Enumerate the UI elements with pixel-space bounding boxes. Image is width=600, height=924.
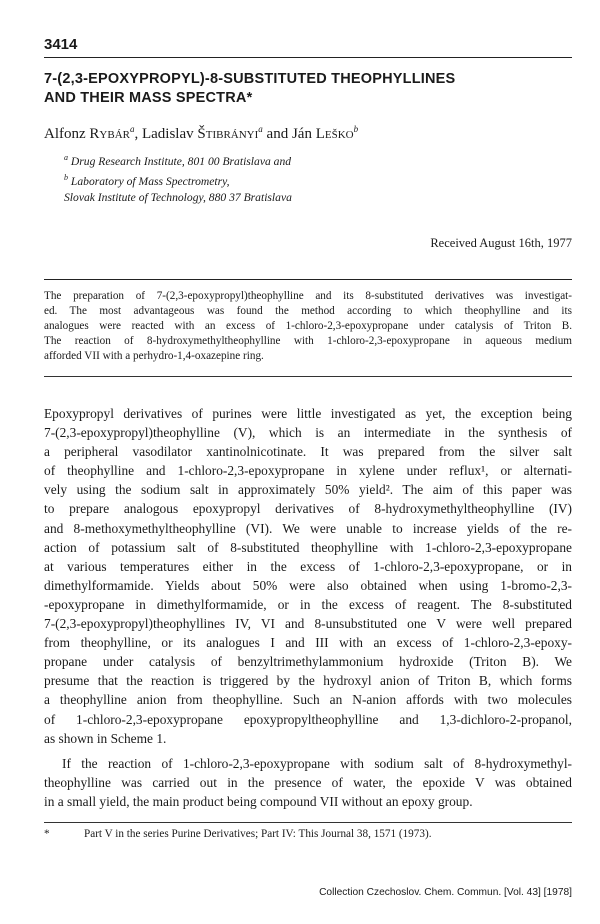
journal-footer: Collection Czechoslov. Chem. Commun. [Vol. 43] [1978] [319, 887, 572, 898]
title-line: AND THEIR MASS SPECTRA* [44, 90, 253, 106]
author-separator: , Ladislav [134, 126, 198, 142]
affiliation-text: Laboratory of Mass Spectrometry, [68, 174, 230, 188]
abstract-rule-top [44, 279, 572, 280]
affiliation-text: Slovak Institute of Technology, 880 37 Bratislava [64, 190, 292, 204]
footnote-text: Part V in the series Purine Derivatives; Part IV: This Journal 38, 1571 (1973). [84, 828, 432, 840]
affiliation-mark: a [129, 124, 135, 134]
author-surname: Štibrányi [197, 126, 259, 142]
page-number: 3414 [44, 36, 78, 53]
received-date: Received August 16th, 1977 [430, 236, 572, 250]
author-surname: Rybár [89, 126, 130, 142]
body-line: vely using the sodium salt in approximately 50% yield². The aim of this paper was [44, 482, 572, 498]
body-text [44, 404, 572, 811]
abstract [44, 289, 572, 364]
body-line: to prepare analogous epoxypropyl derivatives of 8-hydroxymethyltheophylline (IV) [44, 501, 572, 517]
affiliation-mark: a [258, 124, 263, 134]
body-line: theophylline was carried out in the presence of water, the epoxide V was obtained [44, 774, 572, 790]
title-line: 7-(2,3-EPOXYPROPYL)-8-SUBSTITUTED THEOPHYLLINES [44, 71, 456, 87]
body-line: 7-(2,3-epoxypropyl)theophylline (V), which is an intermediate in the synthesis of [44, 425, 572, 441]
abstract-line: The reaction of 8-hydroxymethyltheophylline with 1-chloro-2,3-epoxypropane in aqueous medium [44, 335, 572, 347]
body-line: dimethylformamide. Yields about 50% were also obtained when using 1-bromo-2,3- [44, 577, 572, 593]
body-line: -epoxypropane in dimethylformamide, or in the excess of reagent. The 8-substituted [44, 596, 572, 612]
body-line: action of potassium salt of 8-substituted theophylline with 1-chloro-2,3-epoxypropane [44, 539, 572, 555]
affiliation-mark: b [353, 124, 359, 134]
body-line: If the reaction of 1-chloro-2,3-epoxypropane with sodium salt of 8-hydroxymethyl- [62, 755, 572, 771]
body-line: 7-(2,3-epoxypropyl)theophyllines IV, VI and 8-unsubstituted one V were well prepared [44, 616, 572, 632]
paragraph [44, 404, 572, 748]
paragraph [44, 754, 572, 811]
body-line: Epoxypropyl derivatives of purines were little investigated as yet, the exception being [44, 406, 572, 421]
abstract-line: ed. The most advantageous was found the method according to which theophylline and its [44, 305, 572, 317]
affiliation-line [64, 190, 292, 206]
affiliation-mark: b [64, 172, 68, 182]
abstract-rule-bottom [44, 376, 572, 377]
header-rule [44, 57, 572, 58]
body-line: and 8-methoxymethyltheophylline (VI). We were unable to increase yields of the re- [44, 520, 572, 536]
body-line: in a small yield, the main product being compound VII without an epoxy group. [44, 793, 473, 809]
author-separator: and Ján [262, 126, 316, 142]
body-line: of theophylline and 1-chloro-2,3-epoxypropane in xylene under reflux¹, or alternati- [44, 463, 572, 479]
footnote-rule [44, 822, 572, 823]
author-surname: Leško [315, 126, 354, 142]
body-line: a theophylline anion from theophylline. Such an N-anion affords with two molecules [44, 692, 572, 708]
affiliation-line [64, 150, 292, 170]
body-line: from theophylline, or its analogues I and III with an excess of 1-chloro-2,3-epoxy- [44, 635, 572, 651]
footnote-mark: * [44, 828, 50, 840]
body-line: presume that the reaction is triggered by the hydroxyl anion of Triton B, which forms [44, 673, 572, 689]
body-line: as shown in Scheme 1. [44, 730, 167, 746]
abstract-line: The preparation of 7-(2,3-epoxypropyl)theophylline and its 8-substituted derivatives was investigat- [44, 290, 572, 302]
affiliation-mark: a [64, 153, 68, 162]
body-line: at various temperatures either in the excess of 1-chloro-2,3-epoxypropane, or in [44, 558, 572, 574]
footnote [44, 828, 432, 840]
body-line: of 1-chloro-2,3-epoxypropane epoxypropyltheophylline and 1,3-dichloro-2-propanol, [44, 711, 572, 727]
author-first-name: Alfonz [44, 126, 90, 142]
affiliations [64, 150, 292, 206]
author-list [44, 124, 358, 143]
abstract-line: afforded VII with a perhydro-1,4-oxazepine ring. [44, 350, 264, 362]
affiliation-text: Drug Research Institute, 801 00 Bratislava and [68, 154, 292, 168]
body-line: propane under catalysis of benzyltrimethylammonium hydroxide (Triton B). We [44, 654, 572, 670]
body-line: a peripheral vasodilator xantinolnicotinate. It was prepared from the silver salt [44, 444, 572, 460]
abstract-line: analogues were reacted with an excess of 1-chloro-2,3-epoxypropane under catalysis of Triton B. [44, 320, 572, 332]
article-title [44, 70, 574, 108]
affiliation-line [64, 170, 292, 190]
